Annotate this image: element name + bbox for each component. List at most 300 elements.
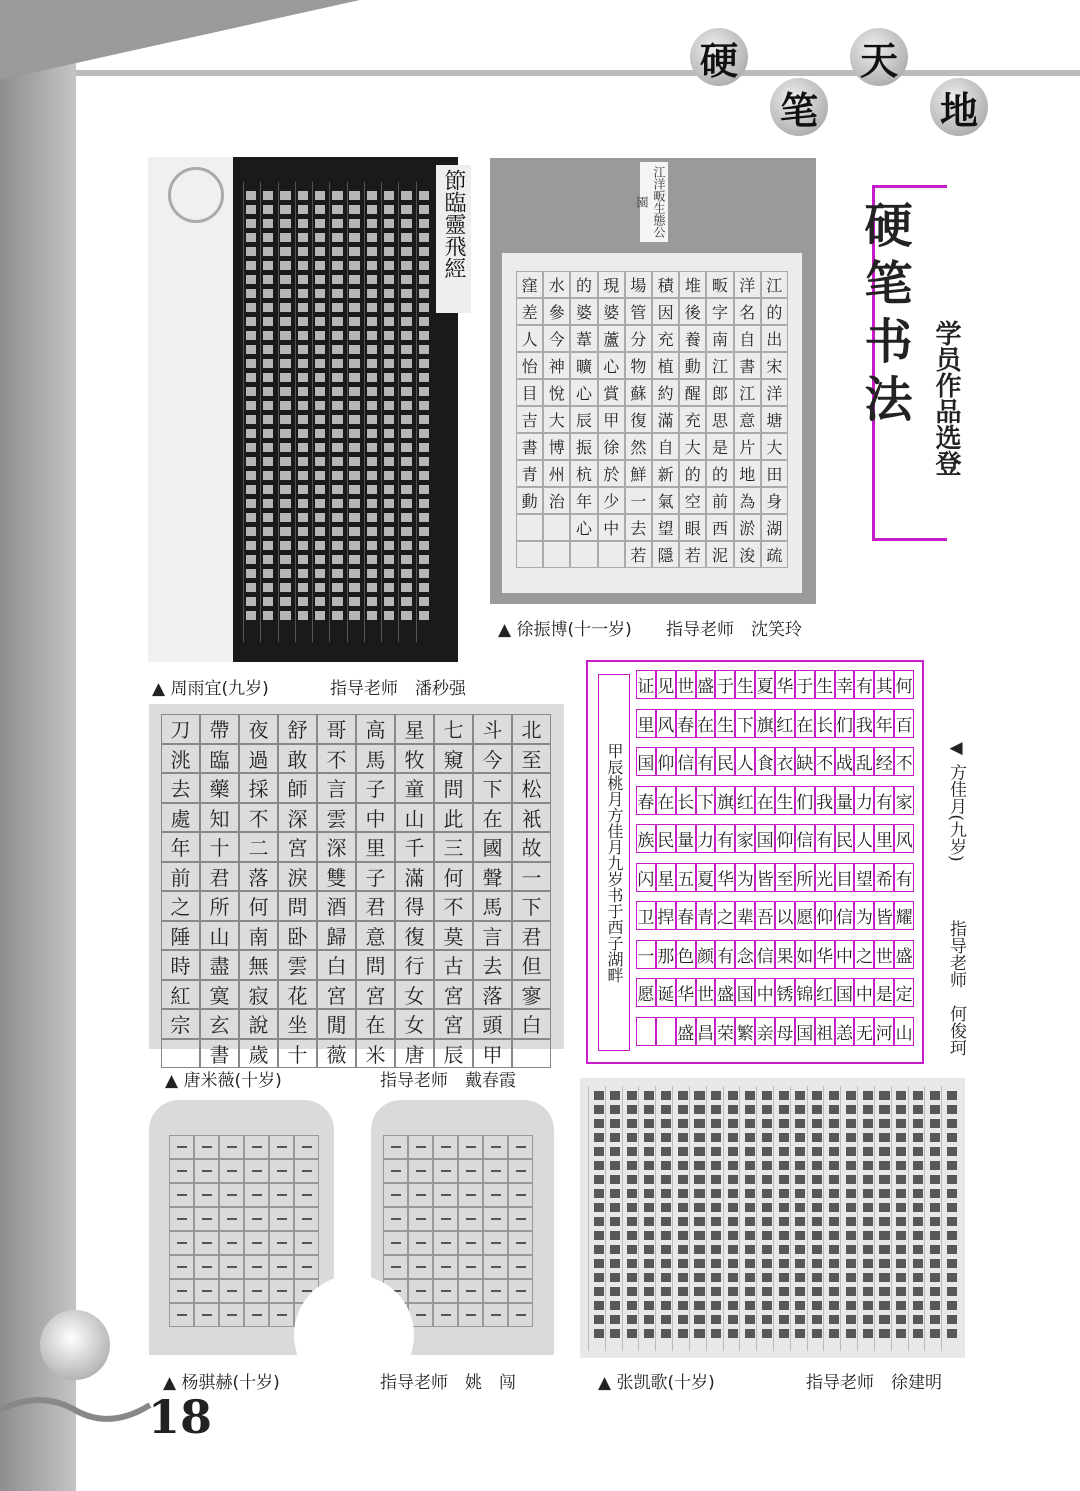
grid-cell: 中: [598, 514, 625, 541]
grid-cell: 皆: [755, 863, 775, 892]
grid-cell: 春: [676, 709, 696, 738]
fan-cell: [194, 1207, 219, 1231]
fan-cell: [508, 1255, 533, 1279]
fan-cell: [408, 1183, 433, 1207]
grid-cell: 書: [200, 1039, 239, 1069]
grid-cell: [636, 1017, 656, 1046]
ink-strokes: [644, 1091, 654, 1340]
ink-strokes: [246, 191, 256, 623]
grid-cell: 湖: [761, 514, 788, 541]
fan-cell: [458, 1159, 483, 1183]
grid-cell: 馬: [473, 891, 512, 921]
ink-strokes: [745, 1091, 755, 1340]
grid-cell: 二: [239, 832, 278, 862]
ink-strokes: [332, 191, 342, 623]
grid-cell: 高: [356, 714, 395, 744]
grid-cell: 人: [516, 325, 543, 352]
mascot-icon: [40, 1310, 110, 1380]
work-zhang-image: [580, 1078, 965, 1358]
fan-cell: [269, 1207, 294, 1231]
grid-cell: 中: [755, 978, 775, 1007]
grid-cell: 卧: [278, 921, 317, 951]
grid-cell: 去: [625, 514, 652, 541]
script-column: [260, 182, 261, 642]
grid-cell: 南: [239, 921, 278, 951]
script-column: [243, 182, 244, 642]
seal-ornament: [168, 167, 224, 223]
grid-cell: [161, 1039, 200, 1069]
script-column: [739, 1086, 740, 1351]
fan-cell: [508, 1279, 533, 1303]
grid-cell: 在: [795, 709, 815, 738]
fan-cell: [269, 1159, 294, 1183]
fan-cell: [294, 1183, 319, 1207]
script-column: [857, 1086, 858, 1351]
grid-cell: 国: [735, 978, 755, 1007]
grid-cell: 旗: [715, 786, 735, 815]
grid-cell: 後: [679, 298, 706, 325]
fan-cell: [483, 1207, 508, 1231]
grid-cell: 田: [761, 460, 788, 487]
grid-cell: 今: [543, 325, 570, 352]
grid-cell: 言: [473, 921, 512, 951]
grid-cell: 是: [706, 433, 733, 460]
script-column: [364, 182, 365, 642]
grid-cell: 诞: [656, 978, 676, 1007]
grid-cell: 曠: [570, 352, 597, 379]
grid-cell: 空: [679, 487, 706, 514]
grid-cell: 闪: [636, 863, 656, 892]
grid-cell: 場: [625, 271, 652, 298]
grid-cell: 因: [652, 298, 679, 325]
yang-left: [169, 1135, 319, 1327]
ink-strokes: [280, 191, 290, 623]
ink-strokes: [711, 1091, 721, 1340]
grid-cell: 民: [835, 824, 855, 853]
grid-cell: 蘇: [625, 379, 652, 406]
fan-cell: [458, 1207, 483, 1231]
grid-cell: 甲: [598, 406, 625, 433]
fan-cell: [194, 1303, 219, 1327]
grid-cell: 葦: [570, 325, 597, 352]
fan-cell: [169, 1279, 194, 1303]
grid-cell: 信: [755, 940, 775, 969]
fan-cell: [483, 1183, 508, 1207]
grid-cell: 參: [543, 298, 570, 325]
fan-cell: [269, 1279, 294, 1303]
grid-cell: 生: [735, 670, 755, 699]
fan-cell: [508, 1207, 533, 1231]
grid-cell: 耀: [894, 901, 914, 930]
fan-cell: [244, 1135, 269, 1159]
grid-cell: 不: [815, 747, 835, 776]
grid-cell: 吉: [516, 406, 543, 433]
grid-cell: 深: [317, 832, 356, 862]
grid-cell: 华: [775, 670, 795, 699]
grid-cell: 過: [239, 744, 278, 774]
fan-cell: [219, 1183, 244, 1207]
grid-cell: 悅: [543, 379, 570, 406]
grid-cell: 帶: [200, 714, 239, 744]
ink-strokes: [812, 1091, 822, 1340]
grid-cell: 宮: [356, 980, 395, 1010]
grid-cell: 于: [795, 670, 815, 699]
grid-cell: 所: [795, 863, 815, 892]
grid-cell: 故: [512, 832, 551, 862]
ink-strokes: [315, 191, 325, 623]
script-column: [638, 1086, 639, 1351]
fan-cell: [194, 1183, 219, 1207]
grid-cell: 华: [815, 940, 835, 969]
grid-cell: 牧: [395, 744, 434, 774]
fan-cell: [383, 1135, 408, 1159]
fan-cell: [269, 1135, 294, 1159]
script-column: [605, 1086, 606, 1351]
grid-cell: 君: [512, 921, 551, 951]
grid-cell: 盛: [715, 978, 735, 1007]
fan-cell: [508, 1303, 533, 1327]
grid-cell: 证: [636, 670, 656, 699]
grid-cell: 世: [874, 940, 894, 969]
grid-cell: 斗: [473, 714, 512, 744]
fan-cell: [433, 1135, 458, 1159]
grid-cell: 洮: [161, 744, 200, 774]
grid-cell: 果: [775, 940, 795, 969]
grid-cell: 說: [239, 1009, 278, 1039]
grid-cell: 徐: [598, 433, 625, 460]
grid-cell: 醒: [679, 379, 706, 406]
grid-cell: 信: [676, 747, 696, 776]
grid-cell: 仰: [775, 824, 795, 853]
grid-cell: 新: [652, 460, 679, 487]
header-char-1: 硬: [690, 28, 748, 86]
work-xu-image: [490, 158, 816, 604]
fan-cell: [219, 1255, 244, 1279]
grid-cell: 地: [734, 460, 761, 487]
grid-cell: 宗: [161, 1009, 200, 1039]
grid-cell: 州: [543, 460, 570, 487]
grid-cell: 的: [679, 460, 706, 487]
fan-cell: [408, 1279, 433, 1303]
grid-cell: 力: [854, 786, 874, 815]
grid-cell: 書: [516, 433, 543, 460]
fan-cell: [244, 1231, 269, 1255]
zhou-student-caption: ▲ 周雨宜(九岁): [152, 679, 269, 699]
grid-cell: 前: [161, 862, 200, 892]
zhang-student-caption: ▲ 张凯歌(十岁): [598, 1373, 715, 1393]
grid-cell: 星: [395, 714, 434, 744]
grid-cell: 生: [775, 786, 795, 815]
grid-cell: 滿: [652, 406, 679, 433]
grid-cell: 眼: [679, 514, 706, 541]
grid-cell: 至: [775, 863, 795, 892]
grid-cell: 是: [874, 978, 894, 1007]
grid-cell: 恙: [835, 1017, 855, 1046]
script-column: [891, 1086, 892, 1351]
grid-cell: 红: [775, 709, 795, 738]
grid-cell: 臨: [200, 744, 239, 774]
grid-cell: 的: [706, 460, 733, 487]
ink-strokes: [930, 1091, 940, 1340]
script-column: [672, 1086, 673, 1351]
grid-cell: 我: [854, 709, 874, 738]
fan-cell: [508, 1135, 533, 1159]
grid-cell: 祖: [815, 1017, 835, 1046]
xu-student-caption: ▲ 徐振博(十一岁): [498, 620, 632, 640]
grid-cell: 目: [516, 379, 543, 406]
fan-cell: [219, 1135, 244, 1159]
fan-cell: [383, 1183, 408, 1207]
grid-cell: 国: [755, 824, 775, 853]
grid-cell: 有: [854, 670, 874, 699]
fan-cell: [269, 1183, 294, 1207]
grid-cell: 婆: [570, 298, 597, 325]
grid-cell: 洋: [761, 379, 788, 406]
grid-cell: 七: [434, 714, 473, 744]
grid-cell: 心: [570, 514, 597, 541]
grid-cell: 里: [874, 824, 894, 853]
grid-cell: 今: [473, 744, 512, 774]
grid-cell: 有: [815, 824, 835, 853]
script-column: [807, 1086, 808, 1351]
grid-cell: 下: [512, 891, 551, 921]
grid-cell: 千: [395, 832, 434, 862]
fan-cell: [458, 1183, 483, 1207]
grid-cell: 不: [894, 747, 914, 776]
script-column: [756, 1086, 757, 1351]
grid-cell: 世: [696, 978, 716, 1007]
grid-cell: 畈: [706, 271, 733, 298]
grid-cell: 民: [715, 747, 735, 776]
page-number: 18: [148, 1390, 213, 1444]
grid-cell: 無: [239, 950, 278, 980]
fan-cell: [383, 1231, 408, 1255]
grid-cell: 莫: [434, 921, 473, 951]
grid-cell: 淤: [734, 514, 761, 541]
grid-cell: 復: [625, 406, 652, 433]
grid-cell: 捍: [656, 901, 676, 930]
grid-cell: 衹: [512, 803, 551, 833]
fan-cell: [269, 1255, 294, 1279]
grid-cell: [570, 541, 597, 568]
fan-cell: [458, 1279, 483, 1303]
grid-cell: 见: [656, 670, 676, 699]
grid-cell: 华: [676, 978, 696, 1007]
grid-cell: 在: [755, 786, 775, 815]
grid-cell: 深: [278, 803, 317, 833]
grid-cell: 杭: [570, 460, 597, 487]
grid-cell: 堆: [679, 271, 706, 298]
fan-cell: [408, 1135, 433, 1159]
ink-strokes: [678, 1091, 688, 1340]
work-tang-image: [149, 704, 564, 1067]
grid-cell: 疏: [761, 541, 788, 568]
grid-cell: 寂: [239, 980, 278, 1010]
grid-cell: 歲: [239, 1039, 278, 1069]
script-column: [416, 182, 417, 642]
fang-grid: [636, 670, 914, 1055]
grid-cell: 子: [356, 862, 395, 892]
xu-grid: [516, 271, 788, 568]
grid-cell: 白: [512, 1009, 551, 1039]
section-title-sub: 学员作品选登: [931, 320, 961, 476]
fan-cell: [194, 1255, 219, 1279]
grid-cell: 紅: [161, 980, 200, 1010]
grid-cell: 宮: [317, 980, 356, 1010]
grid-cell: 吾: [755, 901, 775, 930]
grid-cell: 念: [735, 940, 755, 969]
grid-cell: 至: [512, 744, 551, 774]
script-column: [278, 182, 279, 642]
grid-cell: 童: [395, 773, 434, 803]
work-yang-image: [149, 1100, 554, 1355]
ink-strokes: [913, 1091, 923, 1340]
grid-cell: 夏: [755, 670, 775, 699]
grid-cell: 何: [894, 670, 914, 699]
grid-cell: 不: [434, 891, 473, 921]
grid-cell: 知: [200, 803, 239, 833]
grid-cell: 塘: [761, 406, 788, 433]
fan-cell: [458, 1135, 483, 1159]
grid-cell: 风: [894, 824, 914, 853]
grid-cell: 雲: [278, 950, 317, 980]
grid-cell: 国: [636, 747, 656, 776]
grid-cell: 洋: [734, 271, 761, 298]
script-column: [312, 182, 313, 642]
grid-cell: 盛: [696, 670, 716, 699]
grid-cell: 鮮: [625, 460, 652, 487]
grid-cell: 閒: [317, 1009, 356, 1039]
grid-cell: 一: [636, 940, 656, 969]
fan-cell: [219, 1279, 244, 1303]
fan-cell: [194, 1279, 219, 1303]
fan-cell: [483, 1135, 508, 1159]
grid-cell: [543, 541, 570, 568]
script-column: [874, 1086, 875, 1351]
grid-cell: 此: [434, 803, 473, 833]
grid-cell: [516, 514, 543, 541]
ink-strokes: [762, 1091, 772, 1340]
grid-cell: 战: [835, 747, 855, 776]
tang-student-caption: ▲ 唐米薇(十岁): [165, 1071, 282, 1091]
script-column: [840, 1086, 841, 1351]
grid-cell: 動: [516, 487, 543, 514]
grid-cell: 锦: [795, 978, 815, 1007]
grid-cell: 賞: [598, 379, 625, 406]
grid-cell: 以: [775, 901, 795, 930]
ink-strokes: [863, 1091, 873, 1340]
ink-strokes: [947, 1091, 957, 1340]
script-column: [689, 1086, 690, 1351]
grid-cell: 世: [676, 670, 696, 699]
script-column: [941, 1086, 942, 1351]
grid-cell: 西: [706, 514, 733, 541]
grid-cell: 水: [543, 271, 570, 298]
grid-cell: 有: [874, 786, 894, 815]
grid-cell: 食: [755, 747, 775, 776]
grid-cell: 母: [775, 1017, 795, 1046]
ink-strokes: [298, 191, 308, 623]
grid-cell: 敢: [278, 744, 317, 774]
fan-cell: [433, 1303, 458, 1327]
grid-cell: 雙: [317, 862, 356, 892]
grid-cell: 問: [356, 950, 395, 980]
fan-cell: [244, 1183, 269, 1207]
fan-cell: [169, 1255, 194, 1279]
grid-cell: 国: [795, 1017, 815, 1046]
xu-teacher-caption: 指导老师 沈笑玲: [666, 620, 802, 640]
grid-cell: 在: [356, 1009, 395, 1039]
xu-title-tag: 江洋畈生態公園: [640, 162, 668, 242]
ink-strokes: [401, 191, 411, 623]
grid-cell: 乱: [854, 747, 874, 776]
grid-cell: 蘆: [598, 325, 625, 352]
fan-cell: [433, 1231, 458, 1255]
grid-cell: 中: [835, 940, 855, 969]
grid-cell: 馬: [356, 744, 395, 774]
grid-cell: 辈: [735, 901, 755, 930]
grid-cell: 缺: [795, 747, 815, 776]
grid-cell: 氣: [652, 487, 679, 514]
grid-cell: 充: [679, 406, 706, 433]
grid-cell: 下: [473, 773, 512, 803]
grid-cell: 窺: [434, 744, 473, 774]
grid-cell: 哥: [317, 714, 356, 744]
fan-cell: [483, 1279, 508, 1303]
grid-cell: 山: [200, 921, 239, 951]
grid-cell: 坐: [278, 1009, 317, 1039]
fan-cell: [458, 1231, 483, 1255]
grid-cell: 国: [835, 978, 855, 1007]
script-column: [790, 1086, 791, 1351]
ink-strokes: [610, 1091, 620, 1340]
fan-cell: [294, 1231, 319, 1255]
grid-cell: 振: [570, 433, 597, 460]
grid-cell: 寥: [512, 980, 551, 1010]
work-fang-image: [586, 660, 924, 1064]
fan-cell: [294, 1255, 319, 1279]
page-header: [690, 28, 1070, 133]
fan-cell: [383, 1207, 408, 1231]
grid-cell: 生: [815, 670, 835, 699]
grid-cell: 光: [815, 863, 835, 892]
grid-cell: 星: [656, 863, 676, 892]
yang-teacher-caption: 指导老师 姚 闯: [380, 1373, 516, 1393]
grid-cell: 们: [835, 709, 855, 738]
yang-student-caption: ▲ 杨骐赫(十岁): [163, 1373, 280, 1393]
script-column: [622, 1086, 623, 1351]
fan-cell: [433, 1159, 458, 1183]
grid-cell: 寞: [200, 980, 239, 1010]
ink-strokes: [728, 1091, 738, 1340]
grid-cell: 我: [815, 786, 835, 815]
grid-cell: 採: [239, 773, 278, 803]
fan-cell: [219, 1207, 244, 1231]
grid-cell: 量: [676, 824, 696, 853]
grid-cell: [656, 1017, 676, 1046]
scroll-title: 節臨靈飛經: [436, 165, 471, 313]
ink-strokes: [661, 1091, 671, 1340]
grid-cell: 皆: [874, 901, 894, 930]
grid-cell: 古: [434, 950, 473, 980]
grid-cell: 夏: [696, 863, 716, 892]
grid-cell: 春: [676, 901, 696, 930]
grid-cell: 分: [625, 325, 652, 352]
grid-cell: 有: [715, 824, 735, 853]
grid-cell: 青: [696, 901, 716, 930]
grid-cell: 信: [795, 824, 815, 853]
grid-cell: 春: [636, 786, 656, 815]
